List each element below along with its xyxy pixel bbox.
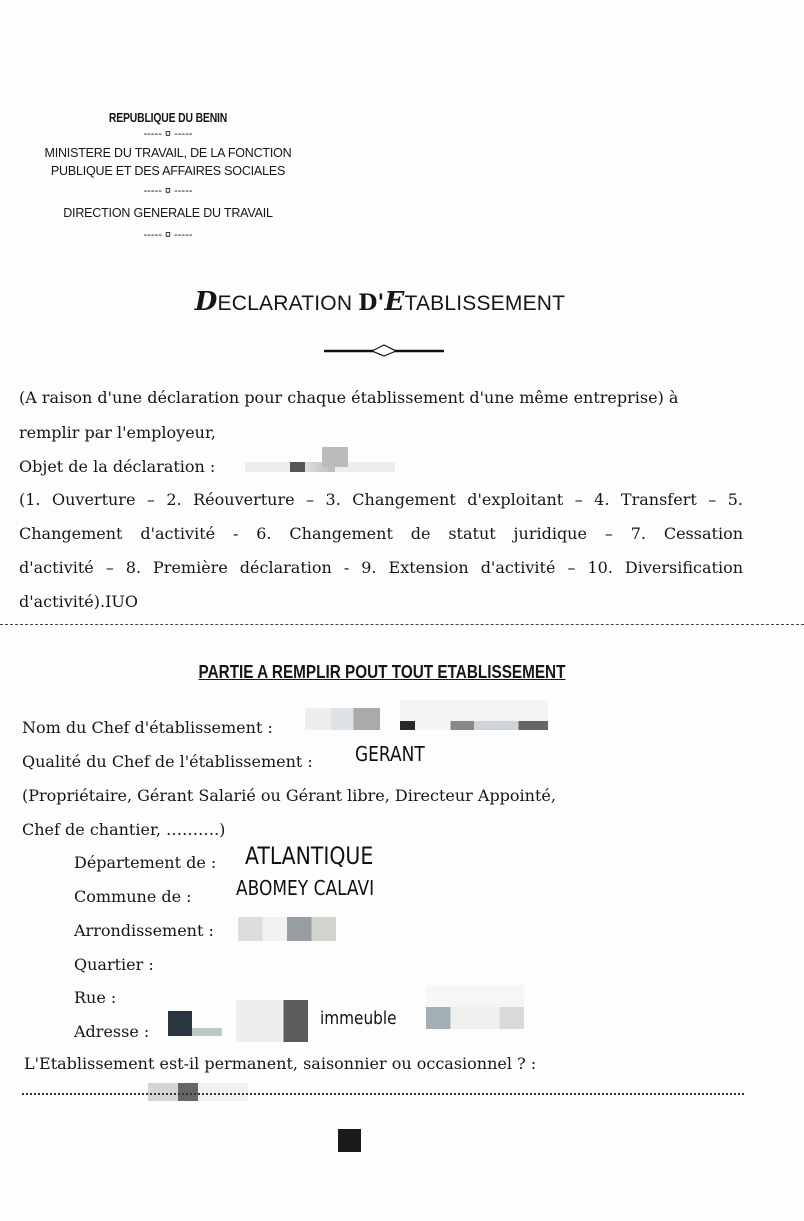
separator: ----- ¤ ----- (143, 229, 193, 241)
options-line: d'activité).IUO (19, 592, 138, 611)
redacted-value (168, 1011, 192, 1036)
qualite-hint: Chef de chantier, ……….) (22, 820, 226, 839)
departement-value: ATLANTIQUE (245, 842, 374, 870)
ministry-line-2: PUBLIQUE ET DES AFFAIRES SOCIALES (50, 164, 286, 178)
adresse-value: immeuble (320, 1008, 397, 1029)
ministry-line-1: MINISTERE DU TRAVAIL, DE LA FONCTION (44, 146, 292, 160)
options-line: (1. Ouverture – 2. Réouverture – 3. Changement d'exploitant – 4. Transfert – 5. (19, 490, 743, 509)
rue-label: Rue : (74, 988, 117, 1007)
qualite-hint: (Propriétaire, Gérant Salarié ou Gérant libre, Directeur Appointé, (22, 786, 556, 805)
qualite-label: Qualité du Chef de l'établissement : (22, 752, 313, 771)
commune-value: ABOMEY CALAVI (236, 876, 375, 900)
intro-line: (A raison d'une déclaration pour chaque établissement d'une même entreprise) à (19, 388, 679, 407)
departement-label: Département de : (74, 853, 217, 872)
intro-line: remplir par l'employeur, (19, 423, 216, 442)
redacted-value (148, 1083, 248, 1101)
quartier-label: Quartier : (74, 955, 154, 974)
republic-heading: REPUBLIQUE DU BENIN (108, 110, 228, 125)
redacted-value (426, 985, 524, 1029)
redacted-value (245, 462, 395, 472)
dashed-divider (0, 624, 804, 625)
redacted-value (305, 708, 380, 730)
ornament-divider (324, 342, 444, 358)
adresse-label: Adresse : (74, 1022, 150, 1041)
direction-line: DIRECTION GENERALE DU TRAVAIL (63, 206, 273, 220)
objet-label: Objet de la déclaration : (19, 457, 216, 476)
redacted-value (338, 1129, 361, 1152)
separator: ----- ¤ ----- (143, 128, 193, 140)
options-line: d'activité – 8. Première déclaration - 9. Extension d'activité – 10. Diversification (19, 558, 743, 577)
options-line: Changement d'activité - 6. Changement de statut juridique – 7. Cessation (19, 524, 743, 543)
redacted-value (236, 1000, 308, 1042)
section-title: PARTIE A REMPLIR POUT TOUT ETABLISSEMENT (198, 662, 566, 682)
separator: ----- ¤ ----- (143, 185, 193, 197)
redacted-value (322, 447, 348, 467)
commune-label: Commune de : (74, 887, 192, 906)
nom-label: Nom du Chef d'établissement : (22, 718, 273, 737)
permanent-label: L'Etablissement est-il permanent, saisonnier ou occasionnel ? : (24, 1054, 537, 1073)
redacted-value (238, 917, 336, 941)
arrondissement-label: Arrondissement : (74, 921, 214, 940)
redacted-value (400, 700, 548, 730)
qualite-value: GERANT (355, 742, 425, 766)
answer-dotted-line (22, 1093, 744, 1095)
document-title: DECLARATION D'ETABLISSEMENT (194, 287, 566, 317)
redacted-value (192, 1028, 222, 1036)
